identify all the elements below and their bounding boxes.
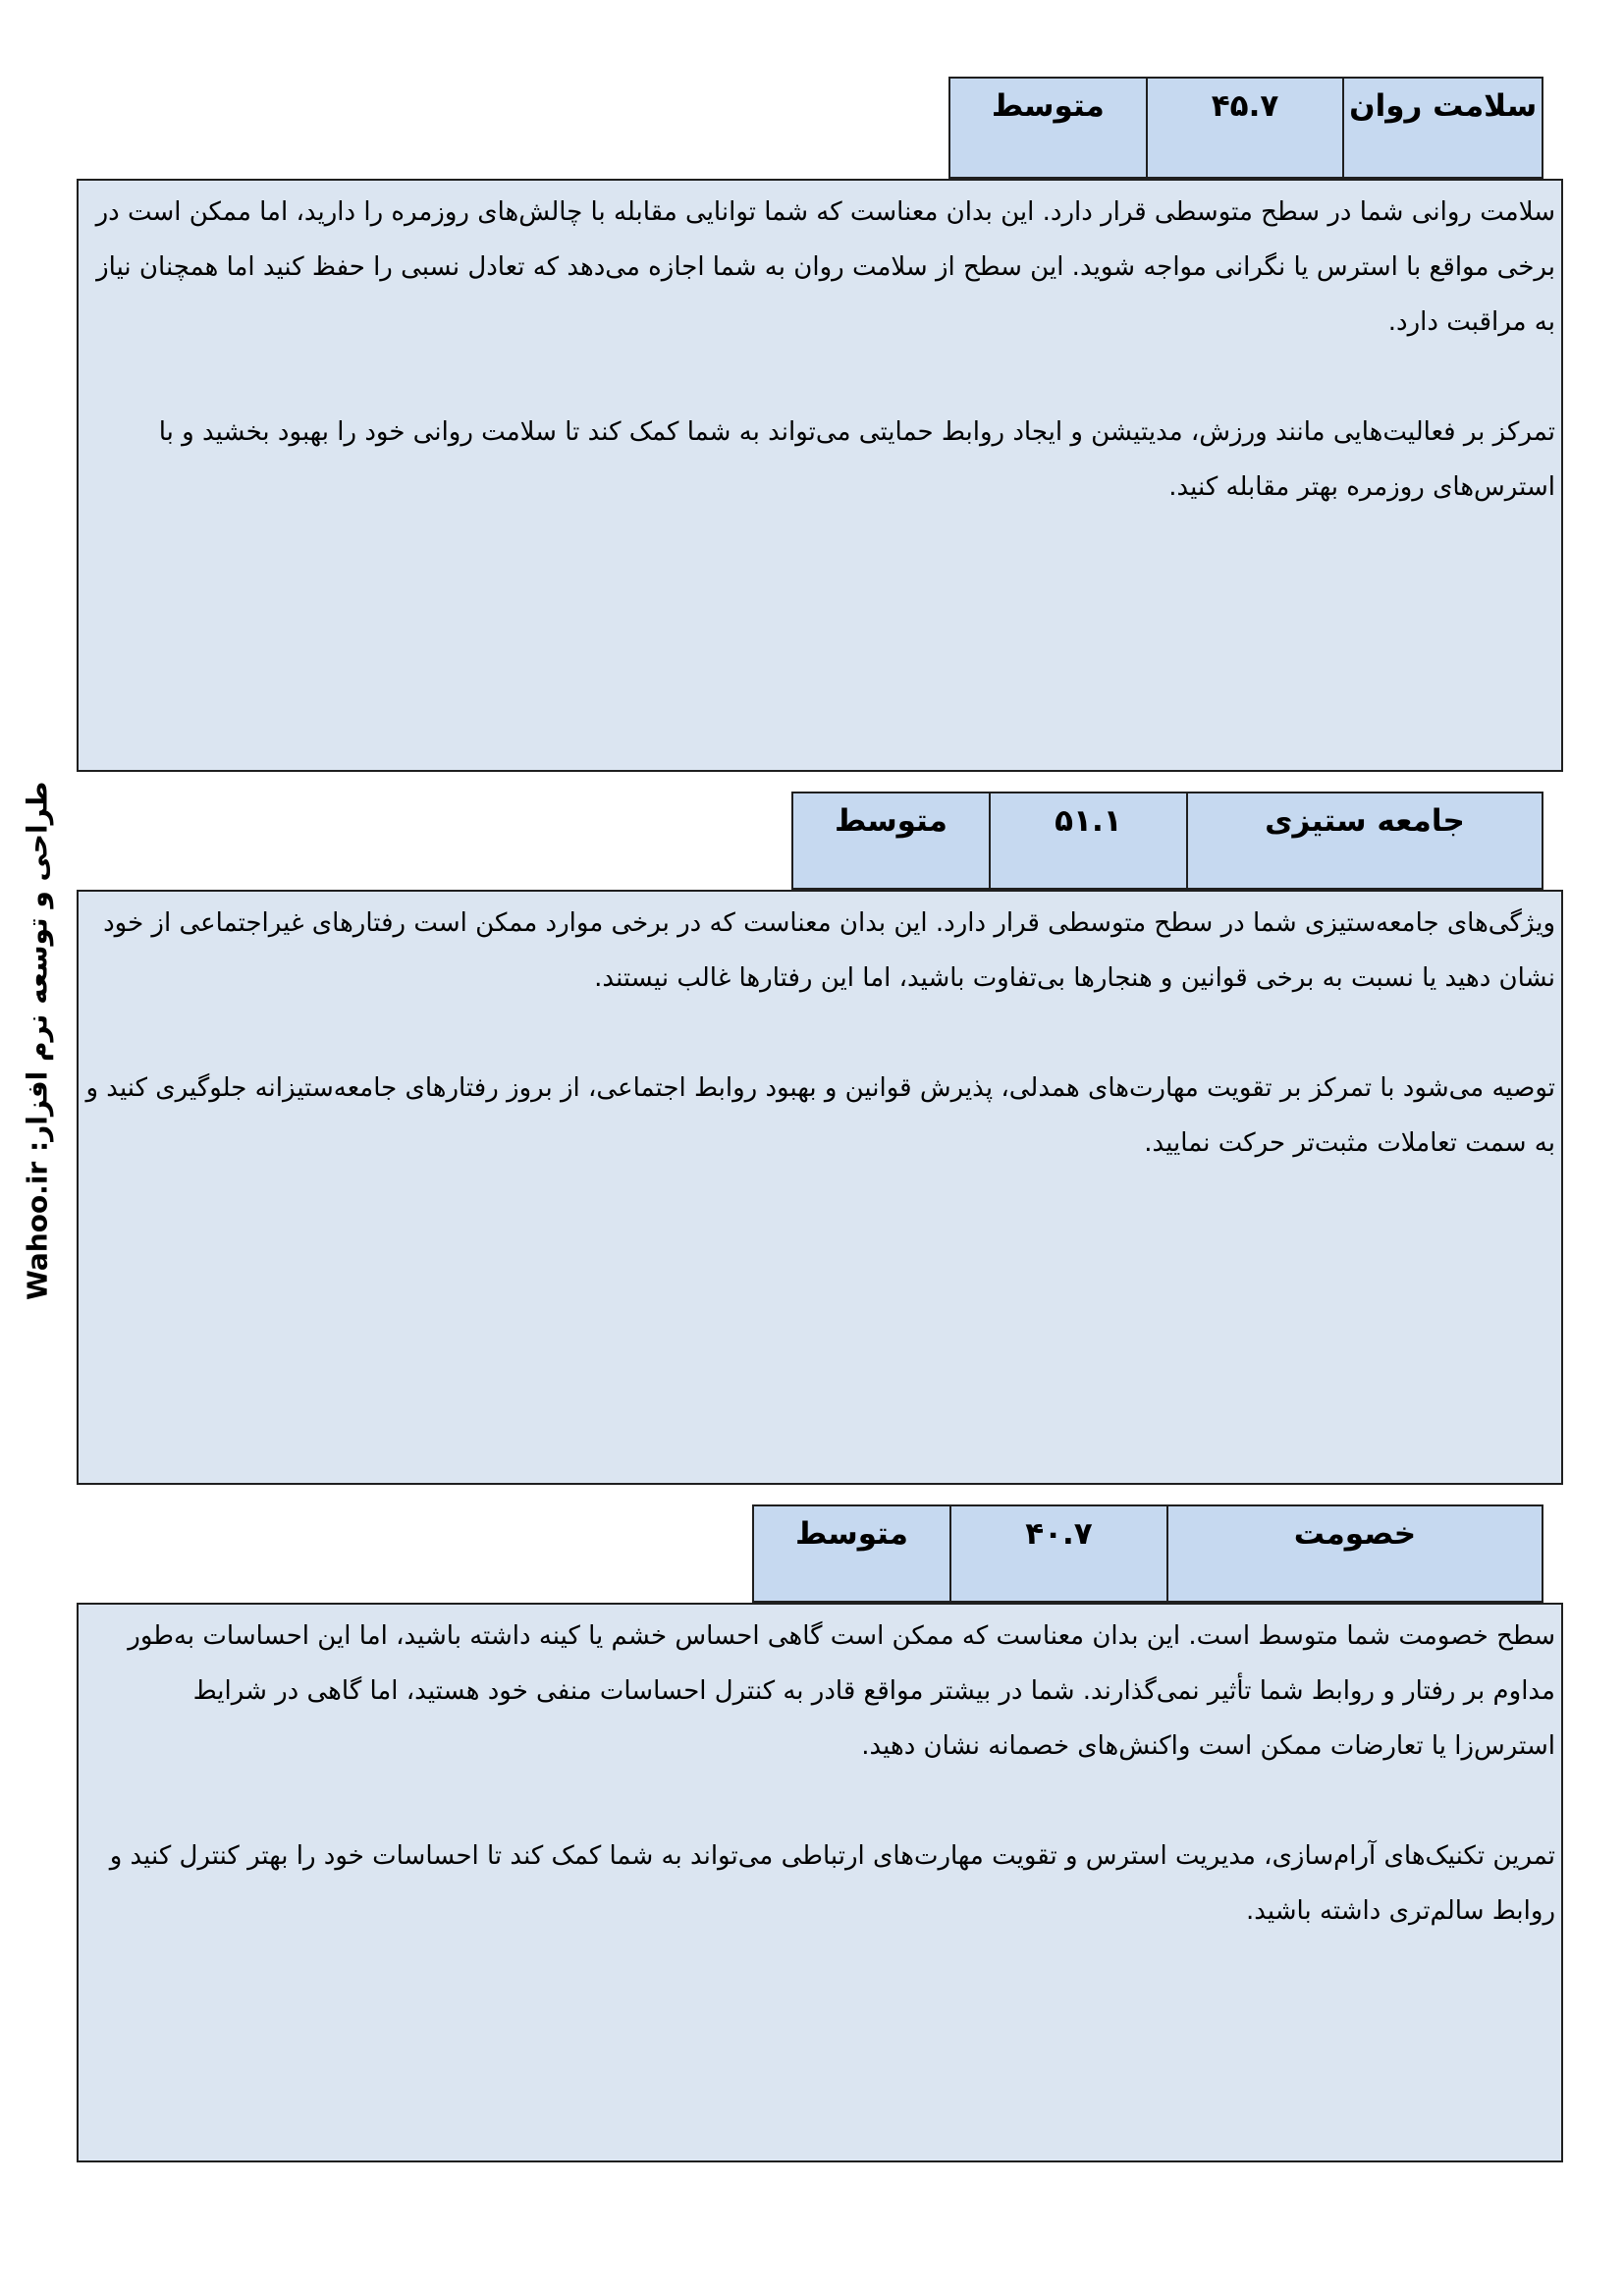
section-paragraph: ویژگی‌های جامعه‌ستیزی شما در سطح متوسطی قرار دارد. این بدان معناست که در برخی موارد ممکن است رفتارهای غیراجتماعی از خود نشان دهید یا نسبت به برخی قوانین و هنجارها بی‌تفاوت باشید، اما این رفتارها غالب نیستند.	[103, 908, 1555, 993]
section-paragraph: تمرکز بر فعالیت‌هایی مانند ورزش، مدیتیشن و ایجاد روابط حمایتی می‌تواند به شما کمک کند تا سلامت روانی خود را بهبود بخشید و با استرس‌های روزمره بهتر مقابله کنید.	[158, 417, 1555, 502]
section-paragraph: توصیه می‌شود با تمرکز بر تقویت مهارت‌های همدلی، پذیرش قوانین و بهبود روابط اجتماعی، از بروز رفتارهای جامعه‌ستیزانه جلوگیری کنید و به سمت تعاملات مثبت‌تر حرکت نمایید.	[85, 1073, 1555, 1158]
section-header-mental-health	[948, 77, 1543, 179]
section-title: جامعه ستیزی	[1186, 793, 1542, 888]
section-body-antisocial	[77, 890, 1563, 1485]
section-level: متوسط	[835, 803, 947, 839]
section-title: سلامت روان	[1342, 79, 1542, 177]
section-level: متوسط	[795, 1516, 908, 1552]
section-score: ۴۰.۷	[949, 1506, 1166, 1601]
section-score: ۵۱.۱	[989, 793, 1186, 888]
section-paragraph: تمرین تکنیک‌های آرام‌سازی، مدیریت استرس و تقویت مهارت‌های ارتباطی می‌تواند به شما کمک کند تا احساسات خود را بهتر کنترل کنید و روابط سالم‌تری داشته باشید.	[109, 1841, 1555, 1926]
section-paragraph: سطح خصومت شما متوسط است. این بدان معناست که ممکن است گاهی احساس خشم یا کینه داشته باشید، اما این احساسات به‌طور مداوم بر رفتار و روابط شما تأثیر نمی‌گذارند. شما در بیشتر مواقع قادر به کنترل احساسات منفی خود هستید، اما گاهی در شرایط استرس‌زا یا تعارضات ممکن است واکنش‌های خصمانه نشان دهید.	[128, 1621, 1555, 1761]
section-score: ۴۵.۷	[1146, 79, 1343, 177]
section-body-hostility	[77, 1603, 1563, 2162]
section-header-antisocial	[791, 792, 1543, 890]
section-body-mental-health	[77, 179, 1563, 772]
section-paragraph: سلامت روانی شما در سطح متوسطی قرار دارد. این بدان معناست که شما توانایی مقابله با چالش‌های روزمره را دارید، اما ممکن است در برخی مواقع با استرس یا نگرانی مواجه شوید. این سطح از سلامت روان به شما اجازه می‌دهد که تعادل نسبی را حفظ کنید اما همچنان نیاز به مراقبت دارد.	[95, 197, 1555, 337]
section-title: خصومت	[1166, 1506, 1542, 1601]
section-header-hostility	[752, 1504, 1543, 1603]
designer-credit-label: طراحی و توسعه نرم افزار: Wahoo.ir	[21, 781, 54, 1301]
section-level: متوسط	[991, 88, 1105, 124]
